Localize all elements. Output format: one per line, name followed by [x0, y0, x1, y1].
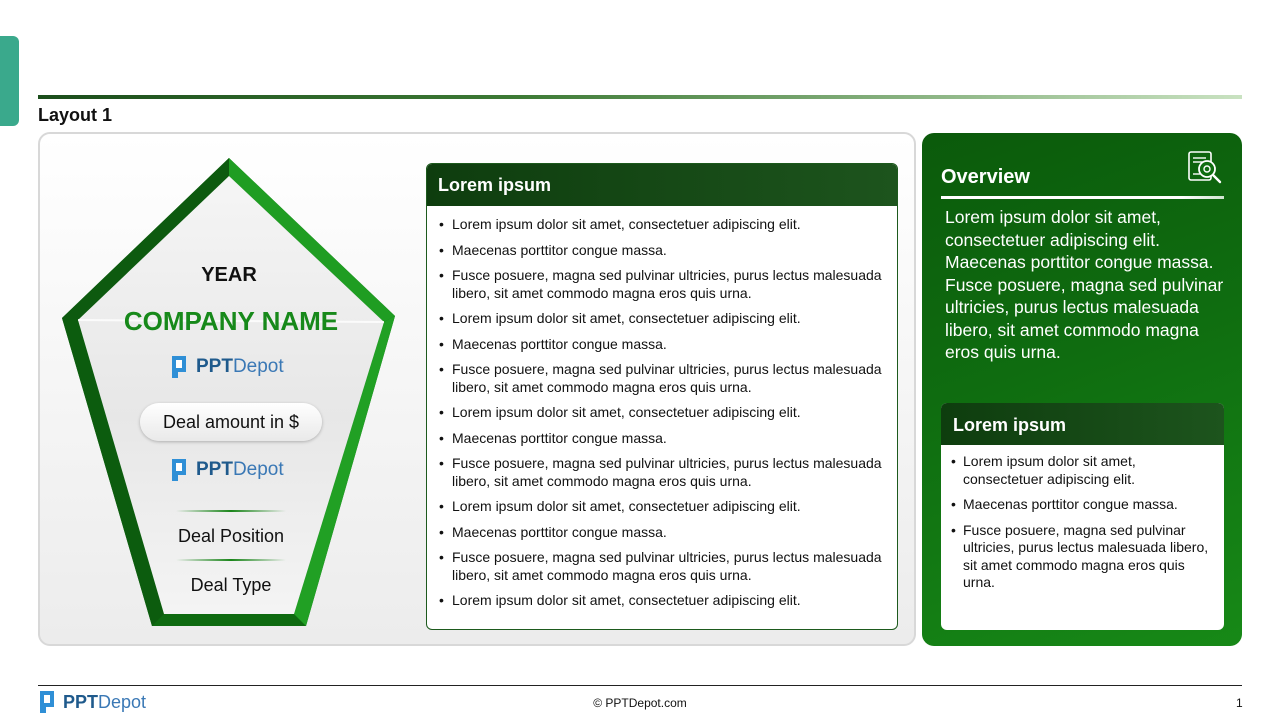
- document-search-icon: [1186, 150, 1224, 186]
- company-name: COMPANY NAME: [123, 306, 339, 336]
- page-number: 1: [1236, 696, 1243, 710]
- pptdepot-logo-icon: [170, 457, 190, 483]
- pptdepot-logo-text: PPTDepot: [196, 459, 284, 480]
- bullet-item: • Lorem ipsum dolor sit amet, consectetuer adipiscing elit.: [439, 216, 887, 234]
- bullet-item: • Maecenas porttitor congue massa.: [439, 524, 887, 542]
- bullet-item: • Maecenas porttitor congue massa.: [439, 430, 887, 448]
- bullet-item: • Lorem ipsum dolor sit amet, consectetuer adipiscing elit.: [439, 404, 887, 422]
- overview-title: Overview: [941, 166, 1030, 188]
- overview-lorem-card: [941, 403, 1224, 630]
- pptdepot-logo-text: PPTDepot: [196, 356, 284, 377]
- footer-rule: [38, 685, 1242, 686]
- pptdepot-logo: [170, 457, 284, 483]
- title-rule: [38, 95, 1242, 99]
- bullet-item: • Fusce posuere, magna sed pulvinar ultricies, purus lectus malesuada libero, sit amet commodo magna eros quis urna.: [951, 522, 1212, 592]
- deal-type-label: Deal Type: [190, 575, 272, 595]
- bullet-item: • Fusce posuere, magna sed pulvinar ultricies, purus lectus malesuada libero, sit amet commodo magna eros quis urna.: [439, 361, 887, 396]
- bullet-item: • Fusce posuere, magna sed pulvinar ultricies, purus lectus malesuada libero, sit amet commodo magna eros quis urna.: [439, 455, 887, 490]
- lorem-card-title: Lorem ipsum: [427, 164, 897, 206]
- overview-card-title: Lorem ipsum: [941, 403, 1224, 445]
- bullet-item: • Maecenas porttitor congue massa.: [439, 336, 887, 354]
- bullet-item: • Lorem ipsum dolor sit amet, consectetuer adipiscing elit.: [439, 592, 887, 610]
- bullet-item: • Lorem ipsum dolor sit amet, consectetuer adipiscing elit.: [439, 310, 887, 328]
- pptdepot-logo-icon: [170, 354, 190, 380]
- bullet-item: • Maecenas porttitor congue massa.: [951, 496, 1212, 514]
- lorem-bullet-list: [427, 206, 897, 610]
- overview-text: Lorem ipsum dolor sit amet, consectetuer adipiscing elit. Maecenas porttitor congue massa. Fusce posuere, magna sed pulvinar ultricies, purus lectus malesuada libero, sit amet commodo magna eros quis urna.: [945, 207, 1224, 362]
- bullet-item: • Fusce posuere, magna sed pulvinar ultricies, purus lectus malesuada libero, sit amet commodo magna eros quis urna.: [439, 549, 887, 584]
- overview-bullet-list: [941, 445, 1224, 592]
- pptdepot-logo: [170, 354, 284, 380]
- overview-rule: [941, 196, 1224, 199]
- page-title: Layout 1: [38, 105, 113, 125]
- bullet-item: • Lorem ipsum dolor sit amet, consectetuer adipiscing elit.: [439, 498, 887, 516]
- side-tab: [0, 36, 19, 126]
- lorem-card: [426, 163, 898, 630]
- year-label: YEAR: [201, 264, 257, 286]
- deal-amount-pill: Deal amount in $: [140, 403, 322, 441]
- divider: [176, 510, 286, 512]
- bullet-item: • Fusce posuere, magna sed pulvinar ultricies, purus lectus malesuada libero, sit amet commodo magna eros quis urna.: [439, 267, 887, 302]
- divider: [176, 559, 286, 561]
- pentagon-content: [58, 154, 400, 630]
- footer-copyright: © PPTDepot.com: [593, 696, 687, 710]
- deal-position-label: Deal Position: [177, 526, 285, 546]
- bullet-item: • Lorem ipsum dolor sit amet, consectetuer adipiscing elit.: [951, 453, 1212, 488]
- bullet-item: • Maecenas porttitor congue massa.: [439, 242, 887, 260]
- footer-logo-text: PPTDepot: [63, 691, 147, 712]
